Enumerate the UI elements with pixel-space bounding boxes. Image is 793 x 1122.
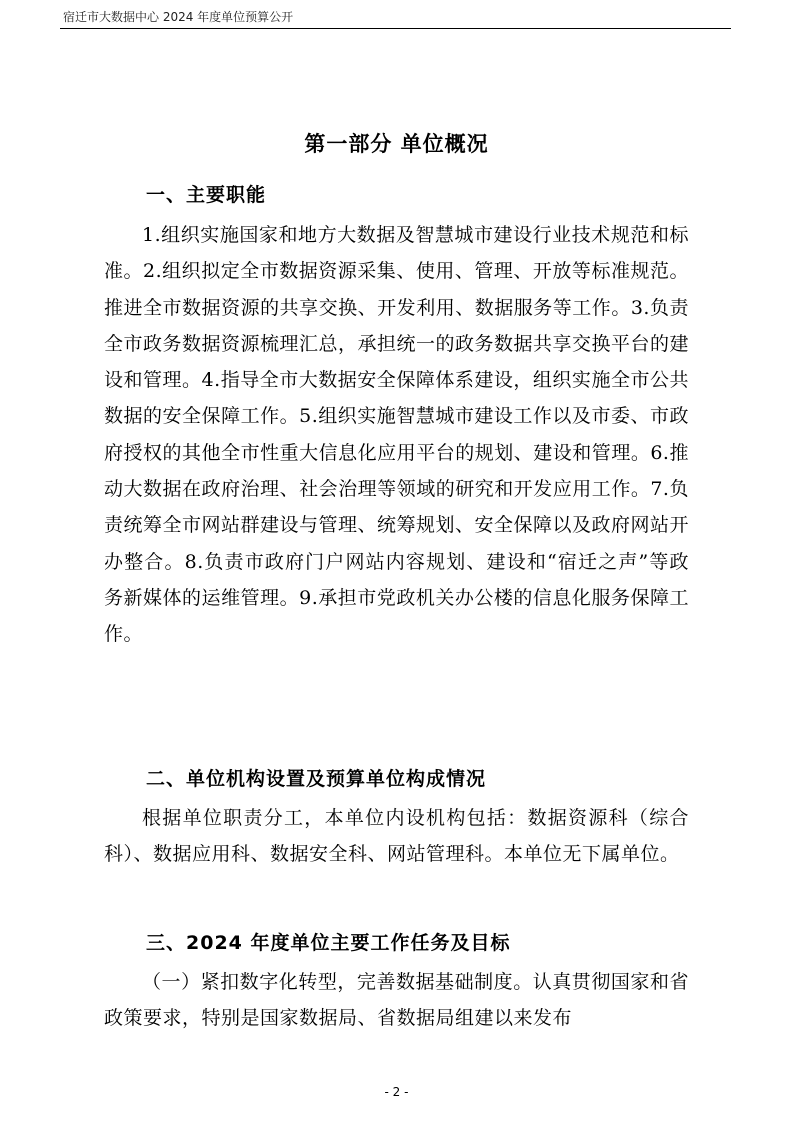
section-paragraph-organization: 根据单位职责分工，本单位内设机构包括：数据资源科（综合科）、数据应用科、数据安全科、网站管理科。本单位无下属单位。 [104, 807, 689, 866]
page-title: 第一部分 单位概况 [304, 132, 489, 156]
section-heading-functions: 一、主要职能 [146, 184, 267, 206]
section-paragraph-tasks: （一）紧扣数字化转型，完善数据基础制度。认真贯彻国家和省政策要求，特别是国家数据局、省数据局组建以来发布 [104, 971, 689, 1030]
header-rule [60, 28, 731, 29]
section-heading-tasks: 三、2024 年度单位主要工作任务及目标 [146, 932, 511, 954]
page-number: - 2 - [384, 1085, 409, 1099]
section-heading-organization: 二、单位机构设置及预算单位构成情况 [146, 768, 487, 790]
section-paragraph-functions: 1.组织实施国家和地方大数据及智慧城市建设行业技术规范和标准。2.组织拟定全市数据资源采集、使用、管理、开放等标准规范。推进全市数据资源的共享交换、开发利用、数据服务等工作。3.负责全市政务数据资源梳理汇总，承担统一的政务数据共享交换平台的建设和管理。4.指导全市大数据安全保障体系建设，组织实施全市公共数据的安全保障工作。5.组织实施智慧城市建设工作以及市委、市政府授权的其他全市性重大信息化应用平台的规划、建设和管理。6.推动大数据在政府治理、社会治理等领域的研究和开发应用工作。7.负责统筹全市网站群建设与管理、统筹规划、安全保障以及政府网站开办整合。8.负责市政府门户网站内容规划、建设和“宿迁之声”等政务新媒体的运维管理。9.承担市党政机关办公楼的信息化服务保障工作。 [104, 224, 690, 646]
running-header: 宿迁市大数据中心 2024 年度单位预算公开 [63, 10, 294, 24]
